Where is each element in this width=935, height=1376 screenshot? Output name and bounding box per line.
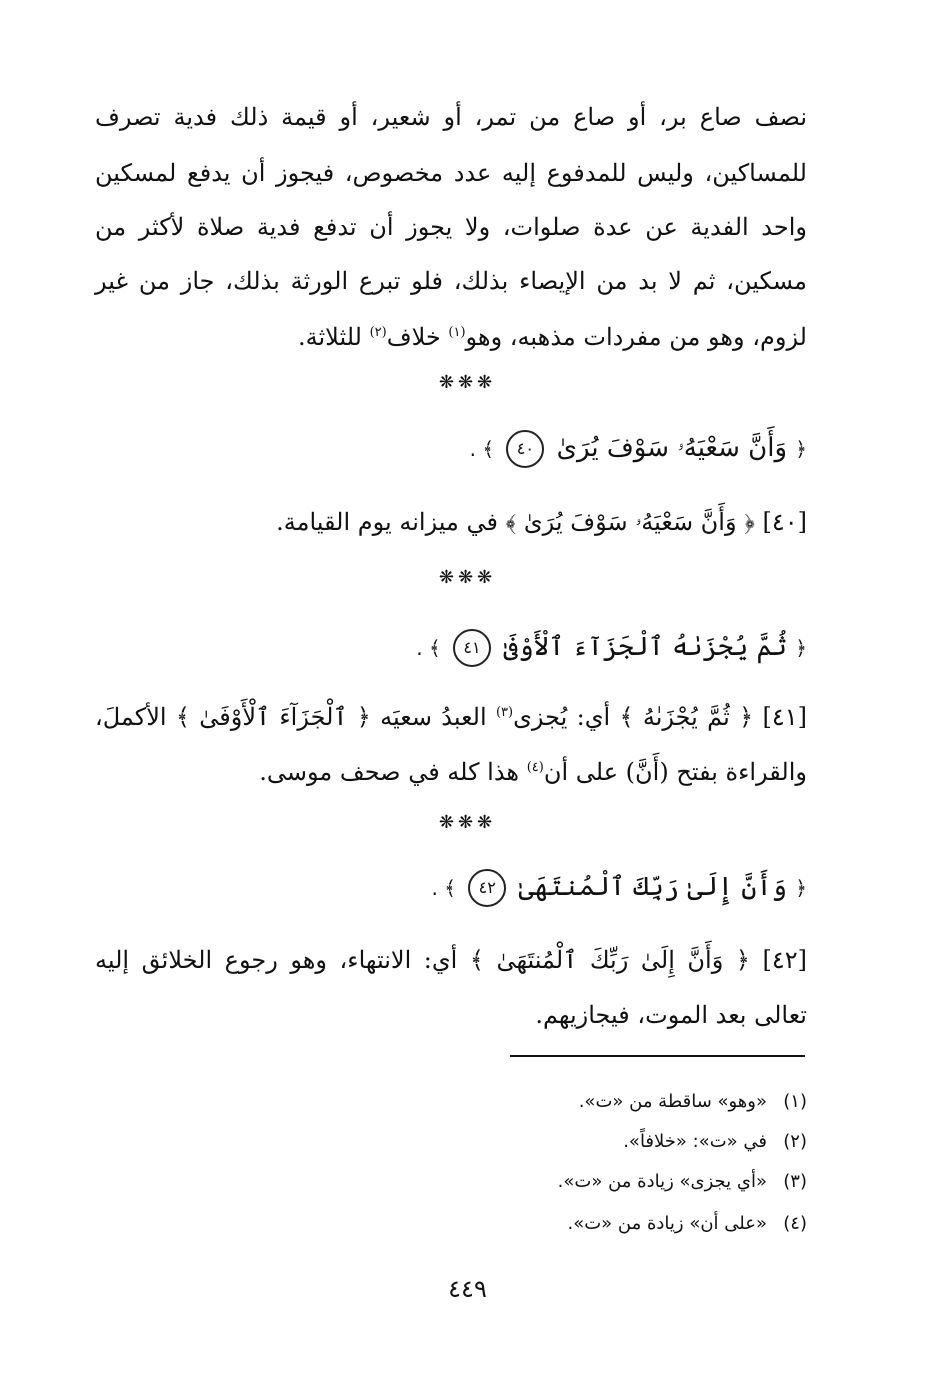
quoted-verse: ﴿ وَأَنَّ سَعْيَهُۥ سَوْفَ يُرَىٰ ﴾	[505, 508, 755, 536]
verse-text: ثُمَّ يُجْزَىٰهُ ٱلْجَزَآءَ ٱلْأَوْفَىٰ	[503, 632, 788, 662]
verse-ref: [٤١]	[762, 703, 807, 731]
tafsir-41-line-2	[95, 748, 807, 792]
body-line-1: نصف صاع بر، أو صاع من تمر، أو شعير، أو قيمة ذلك فدية تصرف	[95, 103, 807, 131]
footnote-3	[558, 1168, 807, 1196]
verse-close-bracket: ﴾ .	[416, 636, 441, 660]
page-number: ٤٤٩	[448, 1275, 487, 1303]
footnote-text: «على أن» زيادة من «ت».	[567, 1213, 767, 1234]
tafsir-text: الأكملَ،	[95, 703, 176, 731]
footnote-ref-2: (٢)	[369, 325, 387, 340]
verse-close-bracket: ﴾ .	[431, 876, 456, 900]
tafsir-42-line-2: تعالى بعد الموت، فيجازيهم.	[535, 1001, 807, 1029]
footnote-ref-3: (٣)	[495, 705, 514, 720]
tafsir-40	[95, 502, 807, 542]
body-line-3: واحد الفدية عن عدة صلوات، ولا يجوز أن تدفع فدية صلاة لأكثر من	[95, 213, 807, 241]
tafsir-text: أي: الانتهاء، وهو رجوع الخلائق إليه	[95, 946, 470, 974]
footnote-1	[579, 1088, 807, 1116]
footnote-number: (١)	[783, 1091, 807, 1112]
section-separator: ❋❋❋	[438, 372, 497, 393]
body-line-5	[95, 313, 807, 357]
quoted-verse: ﴿ ثُمَّ يُجْزَىٰهُ ﴾	[619, 703, 754, 731]
tafsir-text: أي: يُجزى	[513, 703, 620, 731]
body-text: خلاف	[386, 323, 449, 351]
ayah-number-marker: ٤١	[453, 629, 491, 667]
footnote-number: (٢)	[783, 1131, 807, 1152]
footnote-divider	[510, 1055, 805, 1057]
footnote-4	[567, 1210, 807, 1238]
tafsir-41-line-1	[95, 693, 807, 737]
tafsir-text: العبدُ سعيَه	[370, 703, 496, 731]
quoted-verse: ﴿ ٱلْجَزَآءَ ٱلْأَوْفَىٰ ﴾	[175, 703, 371, 731]
quran-verse-42	[432, 867, 808, 908]
verse-close-bracket: ﴾ .	[469, 437, 495, 461]
verse-text: وَأَنَّ سَعْيَهُۥ سَوْفَ يُرَىٰ	[556, 433, 788, 463]
ayah-number-marker: ٤٢	[468, 869, 506, 907]
footnote-text: «وهو» ساقطة من «ت».	[578, 1091, 767, 1112]
verse-open-bracket: ﴿	[795, 437, 807, 461]
quran-verse-41	[416, 627, 807, 668]
verse-text: وَأَنَّ إِلَىٰ رَبِّكَ ٱلْمُنتَهَىٰ	[518, 872, 788, 902]
body-line-4: مسكين، ثم لا بد من الإيصاء بذلك، فلو تبرع الورثة بذلك، جاز من غير	[95, 267, 807, 295]
footnote-text: «أي يجزى» زيادة من «ت».	[557, 1171, 767, 1192]
footnote-text: في «ت»: «خلافاً».	[623, 1131, 767, 1152]
section-separator: ❋❋❋	[438, 567, 497, 588]
tafsir-text: هذا كله في صحف موسى.	[259, 758, 527, 786]
verse-ref: [٤٠]	[762, 508, 807, 536]
footnote-ref-1: (١)	[448, 325, 466, 340]
body-line-2: للمساكين، وليس للمدفوع إليه عدد مخصوص، فيجوز أن يدفع لمسكين	[95, 159, 807, 187]
body-text: للثلاثة.	[297, 323, 370, 351]
ayah-number-marker: ٤٠	[506, 430, 544, 468]
section-separator: ❋❋❋	[438, 812, 497, 833]
footnote-ref-4: (٤)	[526, 760, 544, 775]
body-text: لزوم، وهو من مفردات مذهبه، وهو	[465, 323, 807, 351]
footnote-number: (٣)	[783, 1171, 807, 1192]
tafsir-text: في ميزانه يوم القيامة.	[276, 508, 506, 536]
tafsir-42-line-1	[95, 940, 807, 980]
tafsir-text: والقراءة بفتح (أَنَّ) على أن	[543, 758, 807, 786]
quran-verse-40	[470, 428, 807, 469]
quoted-verse: ﴿ وَأَنَّ إِلَىٰ رَبِّكَ ٱلْمُنتَهَىٰ ﴾	[469, 946, 750, 974]
verse-ref: [٤٢]	[762, 946, 807, 974]
footnote-number: (٤)	[783, 1213, 807, 1234]
verse-open-bracket: ﴿	[795, 876, 807, 900]
footnote-2	[623, 1128, 807, 1156]
verse-open-bracket: ﴿	[795, 636, 807, 660]
